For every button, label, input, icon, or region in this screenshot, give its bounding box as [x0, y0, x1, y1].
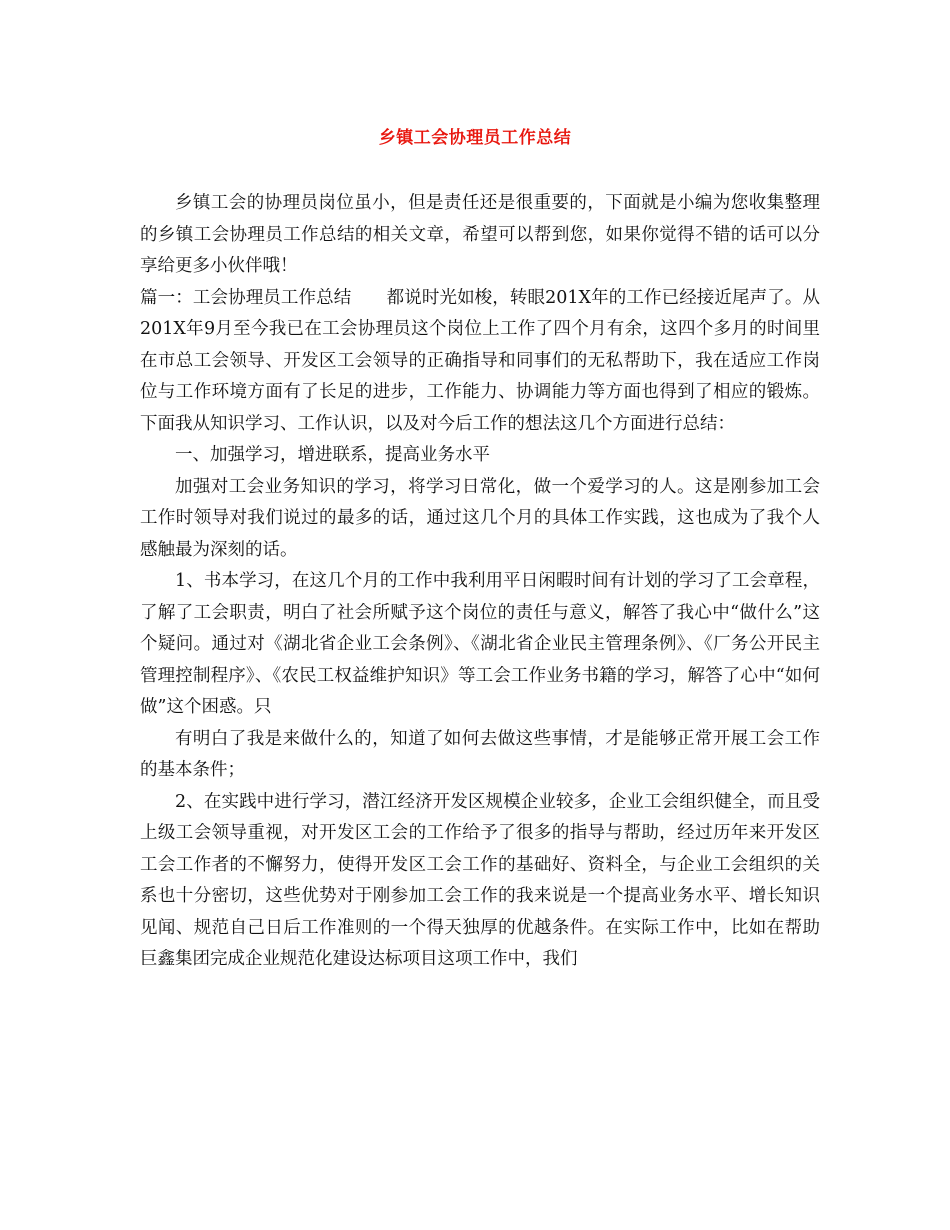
document-body — [140, 188, 820, 976]
paragraph: 乡镇工会的协理员岗位虽小，但是责任还是很重要的，下面就是小编为您收集整理的乡镇工会协理员工作总结的相关文章，希望可以帮到您，如果你觉得不错的话可以分享给更多小伙伴哦！ — [140, 193, 820, 276]
paragraph: 有明白了我是来做什么的，知道了如何去做这些事情，才是能够正常开展工会工作的基本条件； — [140, 728, 820, 780]
paragraph: 2、在实践中进行学习，潜江经济开发区规模企业较多，企业工会组织健全，而且受上级工会领导重视，对开发区工会的工作给予了很多的指导与帮助，经过历年来开发区工会工作者的不懈努力，使得开发区工会工作的基础好、资料全，与企业工会组织的关系也十分密切，这些优势对于刚参加工会工作的我来说是一个提高业务水平、增长知识见闻、规范自己日后工作准则的一个得天独厚的优越条件。在实际工作中，比如在帮助巨鑫集团完成企业规范化建设达标项目这项工作中，我们 — [140, 791, 820, 969]
paragraph: 加强对工会业务知识的学习，将学习日常化，做一个爱学习的人。这是刚参加工会工作时领导对我们说过的最多的话，通过这几个月的具体工作实践，这也成为了我个人感触最为深刻的话。 — [140, 476, 820, 560]
document-title: 乡镇工会协理员工作总结 — [378, 128, 572, 148]
paragraph: 1、书本学习，在这几个月的工作中我利用平日闲暇时间有计划的学习了工会章程，了解了工会职责，明白了社会所赋予这个岗位的责任与意义，解答了我心中“做什么”这个疑问。通过对《湖北省企业工会条例》、《湖北省企业民主管理条例》、《厂务公开民主管理控制程序》、《农民工权益维护知识》等工会工作业务书籍的学习，解答了心中“如何做”这个困惑。只 — [140, 571, 820, 717]
section-heading: 一、加强学习，增进联系，提高业务水平 — [175, 445, 490, 465]
paragraph: 篇一：工会协理员工作总结 都说时光如梭，转眼201X年的工作已经接近尾声了。从201X年9月至今我已在工会协理员这个岗位上工作了四个月有余，这四个多月的时间里在市总工会领导、开发区工会领导的正确指导和同事们的无私帮助下，我在适应工作岗位与工作环境方面有了长足的进步，工作能力、协调能力等方面也得到了相应的锻炼。下面我从知识学习、工作认识，以及对今后工作的想法这几个方面进行总结： — [140, 287, 820, 434]
